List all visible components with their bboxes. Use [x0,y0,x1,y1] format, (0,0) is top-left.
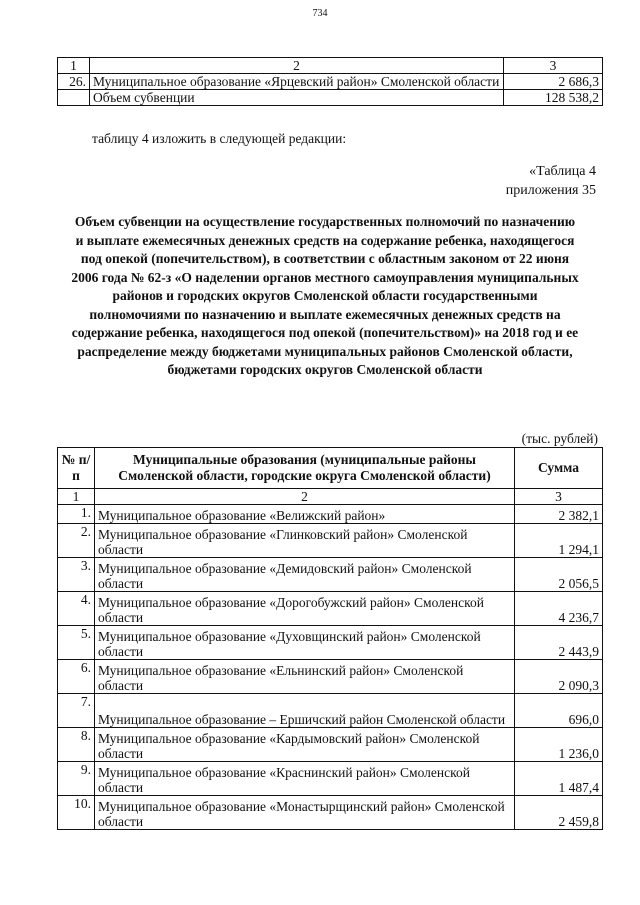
col-number-2: 2 [90,58,504,74]
row-number: 26. [58,74,90,90]
row-name: Муниципальное образование «Монастырщинский район» Смоленской области [95,796,515,830]
units-label: (тыс. рублей) [521,431,598,446]
row-name: Муниципальное образование «Демидовский район» Смоленской области [95,558,515,592]
row-sum: 1 294,1 [515,524,603,558]
row-sum: 2 443,9 [515,626,603,660]
header-number: № п/п [58,448,95,489]
table-row [58,592,603,626]
row-name: Объем субвенции [90,90,504,106]
row-sum: 2 090,3 [515,660,603,694]
row-name: Муниципальное образование «Велижский район» [95,505,515,524]
table-caption [506,162,596,200]
row-sum: 1 487,4 [515,762,603,796]
subvention-table [57,447,603,830]
col-number-2: 2 [95,489,515,505]
row-name: Муниципальное образование «Духовщинский район» Смоленской области [95,626,515,660]
table-row [58,728,603,762]
total-row [58,90,603,106]
column-numbers-row [58,489,603,505]
page-number: 734 [312,8,328,19]
row-name: Муниципальное образование «Дорогобужский район» Смоленской области [95,592,515,626]
table-row [58,524,603,558]
table-row [58,660,603,694]
header-sum: Сумма [515,448,603,489]
row-number: 5. [58,626,95,660]
row-sum: 696,0 [515,694,603,728]
table-row [58,796,603,830]
row-number: 8. [58,728,95,762]
row-name: Муниципальное образование – Ершичский район Смоленской области [95,694,515,728]
row-number: 9. [58,762,95,796]
header-row [58,448,603,489]
continued-table [57,57,603,106]
row-sum: 128 538,2 [504,90,603,106]
row-name: Муниципальное образование «Краснинский район» Смоленской области [95,762,515,796]
row-number: 3. [58,558,95,592]
row-name: Муниципальное образование «Ельнинский район» Смоленской области [95,660,515,694]
row-name: Муниципальное образование «Ярцевский район» Смоленской области [90,74,504,90]
row-number: 7. [58,694,95,728]
table-row [58,505,603,524]
table-row [58,626,603,660]
row-name: Муниципальное образование «Глинковский район» Смоленской области [95,524,515,558]
row-number: 4. [58,592,95,626]
col-number-3: 3 [515,489,603,505]
row-number: 10. [58,796,95,830]
col-number-1: 1 [58,58,90,74]
row-sum: 1 236,0 [515,728,603,762]
col-number-3: 3 [504,58,603,74]
caption-line-2: приложения 35 [505,183,596,198]
row-sum: 2 056,5 [515,558,603,592]
row-number [58,90,90,106]
caption-line-1: «Таблица 4 [529,164,596,179]
row-sum: 2 382,1 [515,505,603,524]
row-number: 2. [58,524,95,558]
table-row [58,694,603,728]
document-title: Объем субвенции на осуществление государственных полномочий по назначению и выплате ежемесячных денежных средств на содержание ребенка, находящегося под опекой (попечительством), в соответствии с областным законом от 22 июня 2006 года № 62-з «О наделении органов местного самоуправления муниципальных районов и городских округов Смоленской области государственными полномочиями по назначению и выплате ежемесячных денежных средств на содержание ребенка, находящегося под опекой (попечительством)» на 2018 год и ее распределение между бюджетами муниципальных районов Смоленской области, бюджетами городских округов Смоленской области [71,214,579,377]
row-sum: 4 236,7 [515,592,603,626]
table-row [58,762,603,796]
intro-text: таблицу 4 изложить в следующей редакции: [92,131,347,146]
col-number-1: 1 [58,489,95,505]
row-sum: 2 459,8 [515,796,603,830]
table-row [58,74,603,90]
table-row [58,558,603,592]
row-sum: 2 686,3 [504,74,603,90]
row-number: 1. [58,505,95,524]
row-name: Муниципальное образование «Кардымовский район» Смоленской области [95,728,515,762]
column-numbers-row [58,58,603,74]
header-name: Муниципальные образования (муниципальные районы Смоленской области, городские округа Смоленской области) [95,448,515,489]
row-number: 6. [58,660,95,694]
